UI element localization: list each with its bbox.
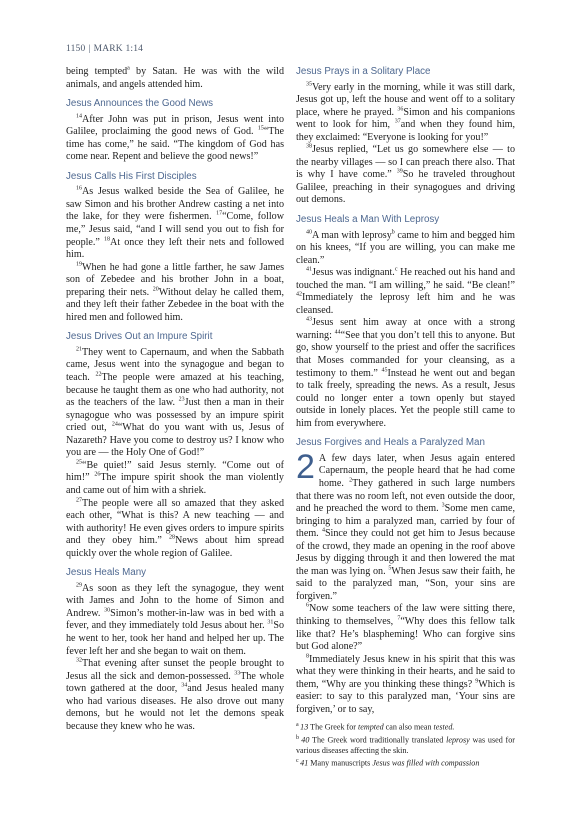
verse-paragraph: $^8$Immediately Jesus knew in his spirit that this was what they were thinking in their hearts, and he said to them, “Why are you thinking these things? $^9$Which is easier: to say to this paralyzed man, ‘Your sins are forgiven,’ or to say,	[296, 653, 515, 715]
section-heading: Jesus Heals Many	[66, 567, 147, 579]
section-heading: Jesus Announces the Good News	[66, 98, 214, 110]
page-header	[66, 44, 143, 54]
section-heading: Jesus Drives Out an Impure Spirit	[66, 331, 213, 343]
footnote: $^c$ 41 Many manuscripts Jesus was filled with compassion	[296, 757, 480, 768]
verse-paragraph: $^{41}$Jesus was indignant.$^c$ He reached out his hand and touched the man. “I am willing,” he said. “Be clean!” $^{42}$Immediately the leprosy left him and he was cleansed.	[296, 266, 515, 316]
verse-paragraph: $^{35}$Very early in the morning, while it was still dark, Jesus got up, left the house and went off to a solitary place, where he prayed. $^{36}$Simon and his companions went to look for him, $^{37}$and when they found him, they exclaimed: “Everyone is looking for you!”	[296, 81, 516, 143]
chapter-number: 2	[296, 447, 315, 486]
verse-paragraph: $^{32}$That evening after sunset the people brought to Jesus all the sick and demon-possessed. $^{33}$The whole town gathered at the door, $^{34}$and Jesus healed many who had various diseases. He also drove out many demons, but he would not let the demons speak because they knew who he was.	[66, 657, 284, 732]
verse-paragraph: $^{43}$Jesus sent him away at once with a strong warning: $^{44}$“See that you don’t tell this to anyone. But go, show yourself to the priest and offer the sacrifices that Moses commanded for your cleansing, as a testimony to them.” $^{45}$Instead he went out and began to talk freely, spreading the news. As a result, Jesus could no longer enter a town openly but stayed outside in lonely places. Yet the people still came to him from everywhere.	[296, 317, 515, 429]
verse-paragraph: $^{29}$As soon as they left the synagogue, they went with James and John to the home of Simon and Andrew. $^{30}$Simon’s mother-in-law was in bed with a fever, and they immediately told Jesus about her. $^{31}$So he went to her, took her hand and helped her up. The fever left her and she began to wait on them.	[66, 582, 285, 657]
section-heading: Jesus Calls His First Disciples	[66, 170, 197, 182]
verse-paragraph: $^6$Now some teachers of the law were sitting there, thinking to themselves, $^7$“Why does this fellow talk like that? He’s blaspheming! Who can forgive sins but God alone?”	[296, 603, 515, 653]
verse-paragraph: being tempted$^a$ by Satan. He was with the wild animals, and angels attended him.	[66, 65, 284, 90]
running-head: MARK 1:14	[93, 44, 144, 54]
footnotes	[296, 720, 515, 768]
verse-paragraph: $^{25}$“Be quiet!” said Jesus sternly. “Come out of him!” $^{26}$The impure spirit shook the man violently and came out of him with a shriek.	[66, 459, 284, 496]
footnote: $^b$ 40 The Greek word traditionally translated leprosy was used for various diseases affecting the skin.	[296, 735, 515, 755]
left-column	[66, 66, 284, 733]
section-heading: Jesus Forgives and Heals a Paralyzed Man	[296, 437, 485, 449]
section-heading: Jesus Heals a Man With Leprosy	[296, 214, 440, 226]
verse-paragraph: $^{38}$Jesus replied, “Let us go somewhere else — to the nearby villages — so I can preach there also. That is why I have come.” $^{39}$So he traveled throughout Galilee, preaching in their synagogues and driving out demons.	[296, 143, 515, 206]
page-number: 1150	[66, 44, 86, 54]
footnote: $^a$ 13 The Greek for tempted can also mean tested.	[296, 722, 455, 733]
header-separator: |	[88, 44, 91, 54]
chapter-opening-paragraph: 2 A few days later, when Jesus again entered Capernaum, the people heard that he had come home. $^2$They gathered in such large numbers that there was no room left, not even outside the door, and he preached the word to them. $^3$Some men came, bringing to him a paralyzed man, carried by four of them. $^4$Since they could not get him to Jesus because of the crowd, they made an opening in the roof above Jesus by digging through it and then lowered the mat the man was lying on. $^5$When Jesus saw their faith, he said to the paralyzed man, “Son, your sins are forgiven.”	[296, 447, 516, 602]
verse-paragraph: $^{16}$As Jesus walked beside the Sea of Galilee, he saw Simon and his brother Andrew casting a net into the lake, for they were fishermen. $^{17}$“Come, follow me,” Jesus said, “and I will send you out to fish for people.” $^{18}$At once they left their nets and followed him.	[66, 186, 284, 261]
verse-paragraph: $^{19}$When he had gone a little farther, he saw James son of Zebedee and his brother John in a boat, preparing their nets. $^{20}$Without delay he called them, and they left their father Zebedee in the boat with the hired men and followed him.	[66, 261, 284, 323]
verse-paragraph: $^{40}$A man with leprosy$^b$ came to him and begged him on his knees, “If you are willing, you can make me clean.”	[296, 229, 515, 266]
verse-paragraph: $^{14}$After John was put in prison, Jesus went into Galilee, proclaiming the good news of God. $^{15}$“The time has come,” he said. “The kingdom of God has come near. Repent and believe the good news!”	[66, 113, 284, 163]
verse-paragraph: $^{21}$They went to Capernaum, and when the Sabbath came, Jesus went into the synagogue and began to teach. $^{22}$The people were amazed at his teaching, because he taught them as one who had authority, not as the teachers of the law. $^{23}$Just then a man in their synagogue who was possessed by an impure spirit cried out, $^{24}$“What do you want with us, Jesus of Nazareth? Have you come to destroy us? I know who you are — the Holy One of God!”	[66, 346, 285, 459]
right-column	[296, 66, 515, 768]
verse-paragraph: $^{27}$The people were all so amazed that they asked each other, “What is this? A new teaching — and with authority! He even gives orders to impure spirits and they obey him.” $^{28}$News about him spread quickly over the whole region of Galilee.	[66, 497, 284, 559]
section-heading: Jesus Prays in a Solitary Place	[296, 66, 431, 77]
